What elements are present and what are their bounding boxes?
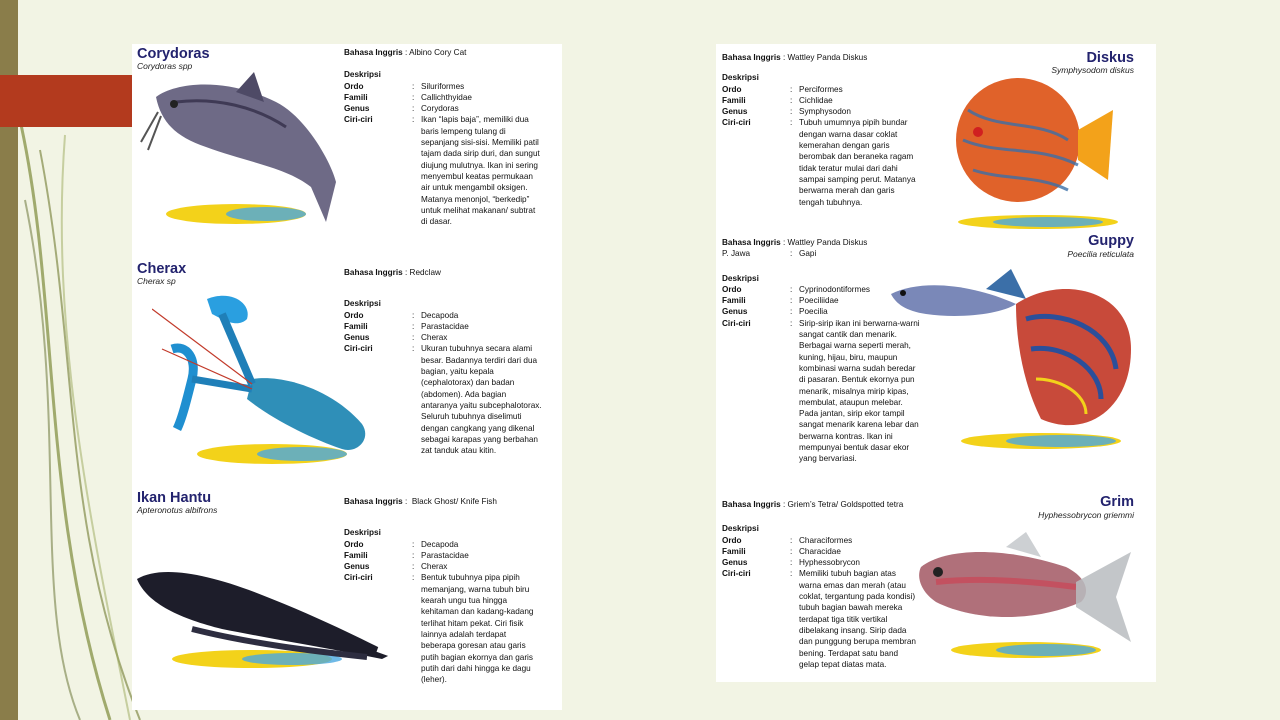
- scientific-name-guppy: Poecilia reticulata: [1067, 249, 1134, 259]
- genus-cherax: Cherax: [421, 333, 448, 343]
- guppy-info: Bahasa Inggris : Wattley Panda Diskus P. Jawa : Gapi Deskripsi Ordo : Cyprinodontiformes Famili : Poeciliidae Genus : Poecilia Ciri-ciri : Sirip-sirip ikan ini berwarna-warni sangat cantik dan menarik. Berbagai warna seperti merah, kuning, hijau, biru, maupun kombinasi warna sudah beredar di pasaran. Bentuk ekornya pun menarik, misalnya mirip kipas, membulat, ataupun melebar. Pada jantan, sirip ekor tampil sangat menarik karena lebar dan berwarna kontras. Ikan ini mempunyai bentuk dasar ekor yang bervariasi.: [722, 237, 937, 465]
- diskus-illustration: [938, 70, 1128, 230]
- scientific-name-cherax: Cherax sp: [137, 276, 176, 286]
- famili-guppy: Poeciliidae: [799, 296, 839, 306]
- scientific-name-corydoras: Corydoras spp: [137, 61, 193, 71]
- species-name-diskus: Diskus: [1086, 50, 1134, 66]
- genus-grim: Hyphessobrycon: [799, 558, 860, 568]
- genus-corydoras: Corydoras: [421, 104, 459, 114]
- species-name-corydoras: Corydoras: [137, 46, 210, 62]
- ciri-diskus: Tubuh umumnya pipih bundar dengan warna dasar coklat kemerahan dengan garis berombak dan beraneka ragam tidak teratur mulai dari dahi sampai samping perut. Matanya berwarna merah dan garis tengah tubuhnya.: [799, 118, 916, 207]
- famili-corydoras: Callichthyidae: [421, 92, 472, 102]
- grim-info: Bahasa Inggris : Griem’s Tetra/ Goldspotted tetra Deskripsi Ordo : Characiformes Famili : Characidae Genus : Hyphessobrycon Ciri-ciri : Memiliki tubuh bagian atas warna emas dan merah (atau coklat, tergantung pada kondisi) tubuh bagian bawah mereka terdapat tiga titik vertikal dibelakang insang. Sirip dada dan punggung berupa membran bening. Terdapat satu band gelap tepat diatas mata.: [722, 499, 937, 670]
- ciri-grim: Memiliki tubuh bagian atas warna emas dan merah (atau coklat, tergantung pada kondisi) tubuh bagian bawah mereka terdapat tiga titik vertikal dibelakang insang. Sirip dada dan punggung berupa membran bening. Terdapat satu band gelap tepat diatas mata.: [799, 569, 916, 669]
- corydoras-illustration: [136, 72, 341, 262]
- jawa-name-guppy: Gapi: [799, 249, 817, 259]
- ciri-cherax: Ukuran tubuhnya secara alami besar. Badannya terdiri dari dua bagian, yaitu kepala (cephalotorax) dan badan (abdomen). Ada bagian antaranya yaitu subcephalotorax. Seluruh tubuhnya diselimuti dengan cangkang yang dikenal sebagai karapas yang berbahan zat tanduk atau kitin.: [421, 344, 542, 456]
- right-page: [716, 44, 1156, 682]
- accent-red-tab: [0, 75, 132, 127]
- english-name-diskus: Wattley Panda Diskus: [787, 53, 868, 62]
- grim-illustration: [916, 532, 1141, 662]
- ordo-ikan-hantu: Decapoda: [421, 539, 459, 549]
- english-name-ikan-hantu: Black Ghost/ Knife Fish: [411, 497, 497, 506]
- ordo-guppy: Cyprinodontiformes: [799, 284, 870, 294]
- famili-diskus: Cichlidae: [799, 95, 833, 105]
- ciri-ikan-hantu: Bentuk tubuhnya pipa pipih memanjang, warna tubuh biru kearah ungu tua hingga kehitaman dan kadang-kadang terlihat hitam pekat. Ciri fisik lainnya adalah terdapat beberapa goresan atau garis putih bagian ekornya dan garis putih dari dahi hingga ke dagu (leher).: [421, 573, 534, 685]
- guppy-illustration: [891, 269, 1136, 454]
- scientific-name-grim: Hyphessobrycon griemmi: [1038, 510, 1134, 520]
- genus-diskus: Symphysodon: [799, 107, 851, 117]
- left-page: [132, 44, 562, 710]
- english-name-corydoras: Albino Cory Cat: [409, 48, 467, 57]
- ordo-cherax: Decapoda: [421, 310, 459, 320]
- ordo-grim: Characiformes: [799, 535, 853, 545]
- scientific-name-ikan-hantu: Apteronotus albifrons: [137, 505, 218, 515]
- species-name-ikan-hantu: Ikan Hantu: [137, 490, 212, 506]
- corydoras-info: Bahasa Inggris : Albino Cory Cat Deskripsi Ordo : Siluriformes Famili : Callichthyidae Genus : Corydoras Ciri-ciri : Ikan “lapis baja”, memiliki dua baris lempeng tulang di sepanjang sisi-sisi. Memiliki patil tajam dada sirip duri, dan sungut diujung mulutnya. Ikan ini sering menyembul keatas permukaan air untuk mengambil oksigen. Matanya menonjol, “berkedip” untuk melihat makanan/ subtrat di dasar.: [344, 47, 559, 227]
- ikan-hantu-info: Bahasa Inggris : Black Ghost/ Knife Fish Deskripsi Ordo : Decapoda Famili : Parastacidae Genus : Cherax Ciri-ciri : Bentuk tubuhnya pipa pipih memanjang, warna tubuh biru kearah ungu tua hingga kehitaman dan kadang-kadang terlihat hitam pekat. Ciri fisik lainnya adalah terdapat beberapa goresan atau garis putih bagian ekornya dan garis putih dari dahi hingga ke dagu (leher).: [344, 496, 559, 685]
- genus-guppy: Poecilia: [799, 307, 828, 317]
- english-name-grim: Griem’s Tetra/ Goldspotted tetra: [787, 500, 904, 509]
- species-name-guppy: Guppy: [1088, 233, 1134, 249]
- species-name-grim: Grim: [1100, 494, 1134, 510]
- genus-ikan-hantu: Cherax: [421, 562, 448, 572]
- famili-ikan-hantu: Parastacidae: [421, 550, 469, 560]
- ordo-diskus: Perciformes: [799, 84, 843, 94]
- species-name-cherax: Cherax: [137, 261, 187, 277]
- scientific-name-diskus: Symphysodom diskus: [1051, 65, 1134, 75]
- ciri-corydoras: Ikan “lapis baja”, memiliki dua baris lempeng tulang di sepanjang sisi-sisi. Memiliki patil tajam dada sirip duri, dan sungut diujung mulutnya. Ikan ini sering menyembul keatas permukaan air untuk mengambil oksigen. Matanya menonjol, “berkedip” untuk melihat makanan/ subtrat di dasar.: [421, 115, 540, 227]
- famili-grim: Characidae: [799, 546, 841, 556]
- english-name-cherax: Redclaw: [409, 268, 441, 277]
- famili-cherax: Parastacidae: [421, 321, 469, 331]
- diskus-info: Bahasa Inggris : Wattley Panda Diskus Deskripsi Ordo : Perciformes Famili : Cichlidae Genus : Symphysodon Ciri-ciri : Tubuh umumnya pipih bundar dengan warna dasar coklat kemerahan dengan garis berombak dan beraneka ragam tidak teratur mulai dari dahi sampai samping perut. Matanya berwarna merah dan garis tengah tubuhnya.: [722, 52, 937, 208]
- ciri-guppy: Sirip-sirip ikan ini berwarna-warni sangat cantik dan menarik. Berbagai warna seperti merah, kuning, hijau, biru, maupun kombinasi warna sudah beredar di pasaran. Bentuk ekornya pun menarik, misalnya mirip kipas, membulat, ataupun melebar. Pada jantan, sirip ekor tampil sangat menarik karena lebar dan berwarna kontras. Ikan ini mempunyai bentuk dasar ekor yang bervariasi.: [799, 318, 920, 464]
- ordo-corydoras: Siluriformes: [421, 81, 465, 91]
- english-name-guppy: Wattley Panda Diskus: [787, 238, 868, 247]
- cherax-info: Bahasa Inggris : Redclaw Deskripsi Ordo : Decapoda Famili : Parastacidae Genus : Cherax Ciri-ciri : Ukuran tubuhnya secara alami besar. Badannya terdiri dari dua bagian, yaitu kepala (cephalotorax) dan badan (abdomen). Ada bagian antaranya yaitu subcephalotorax. Seluruh tubuhnya diselimuti dengan cangkang yang dikenal sebagai karapas yang berbahan zat tanduk atau kitin.: [344, 267, 559, 456]
